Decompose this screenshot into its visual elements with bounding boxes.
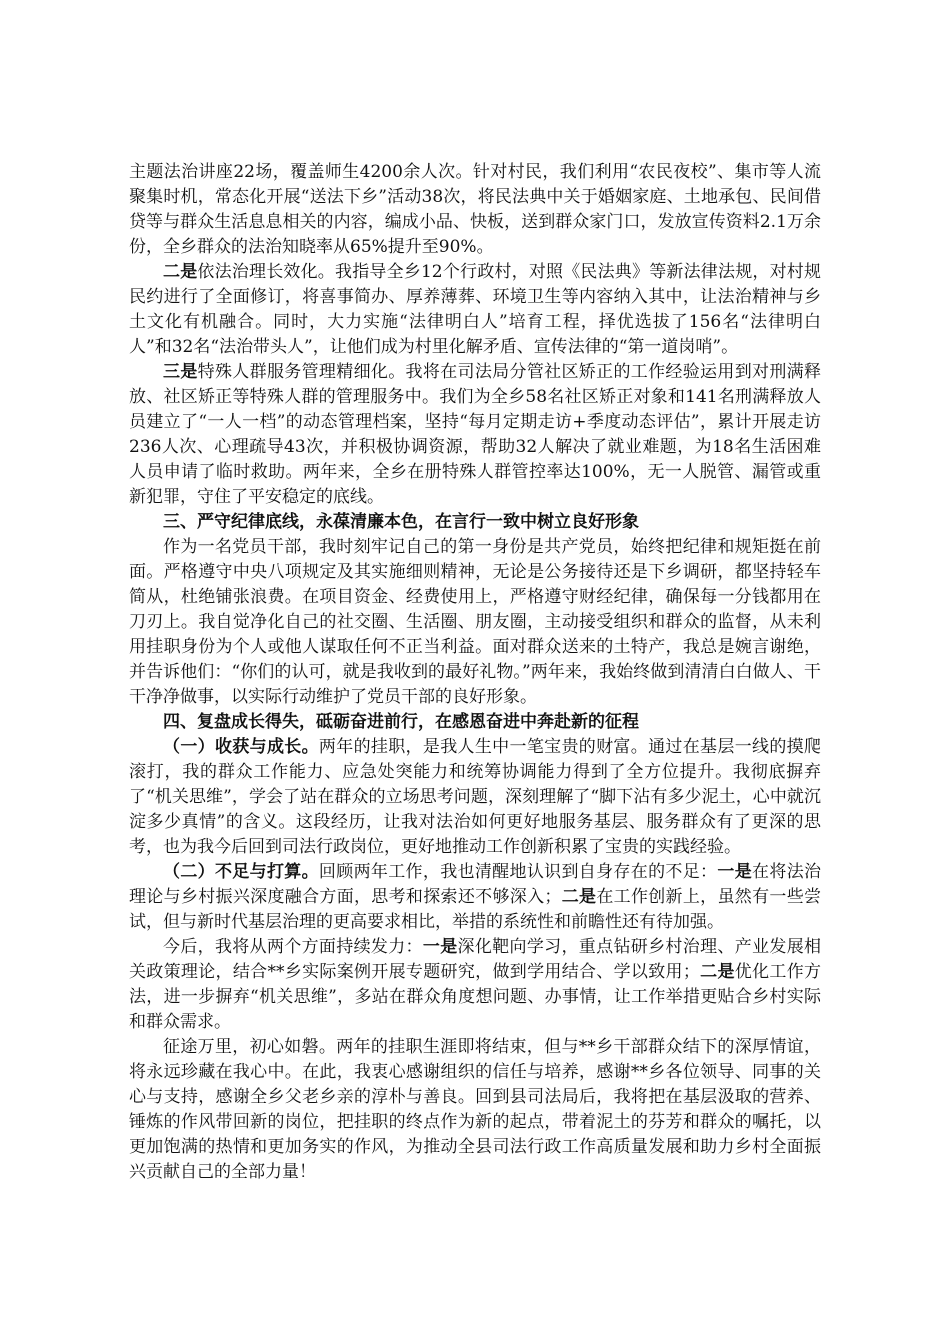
paragraph-lead: （一）收获与成长。	[163, 737, 319, 757]
paragraph-closing	[129, 1035, 821, 1185]
paragraph-text: 在工作创新上，虽然有一些尝试，但与新时代基层治理的更高要求相比，举措的系统性和前瞻性还有待加强。	[129, 887, 822, 932]
paragraph-text: 依法治理长效化。我指导全乡12个行政村，对照《民法典》等新法律法规，对村规民约进行了全面修订，将喜事简办、厚养薄葬、环境卫生等内容纳入其中，让法治精神与乡土文化有机融合。同时，大力实施“法律明白人”培育工程，择优选拔了156名“法律明白人”和32名“法治带头人”，让他们成为村里化解矛盾、宣传法律的“第一道岗哨”。	[129, 262, 821, 357]
point-two-label: 二是	[699, 962, 735, 982]
paragraph-text: 主题法治讲座22场，覆盖师生4200余人次。针对村民，我们利用“农民夜校”、集市等人流聚集时机，常态化开展“送法下乡”活动38次，将民法典中关于婚姻家庭、土地承包、民间借贷等与群众生活息息相关的内容，编成小品、快板，送到群众家门口，发放宣传资料2.1万余份，全乡群众的法治知晓率从65%提升至90%。	[129, 162, 821, 257]
paragraph-text: 深化靶向学习，重点钻研乡村治理、产业发展相关政策理论，结合**乡实际案例开展专题研究，做到学用结合、学以致用；	[129, 937, 822, 982]
paragraph-third-point	[129, 360, 821, 510]
paragraph-text: 征途万里，初心如磐。两年的挂职生涯即将结束，但与**乡干部群众结下的深厚情谊，将永远珍藏在我心中。在此，我衷心感谢组织的信任与培养，感谢**乡各位领导、同事的关心与支持，感谢全乡父老乡亲的淳朴与善良。回到县司法局后，我将把在基层汲取的营养、锤炼的作风带回新的岗位，把挂职的终点作为新的起点，带着泥土的芬芳和群众的嘱托，以更加饱满的热情和更加务实的作风，为推动全县司法行政工作高质量发展和助力乡村全面振兴贡献自己的全部力量！	[129, 1037, 821, 1182]
paragraph-lead: 三是	[163, 362, 198, 382]
section-heading-three: 三、严守纪律底线，永葆清廉本色，在言行一致中树立良好形象	[163, 512, 639, 532]
point-two-label: 二是	[561, 887, 597, 907]
point-one-label: 一是	[717, 862, 753, 882]
paragraph-gains	[129, 735, 821, 860]
paragraph-lead: 二是	[163, 262, 198, 282]
paragraph-text: 今后，我将从两个方面持续发力：	[163, 937, 423, 957]
document-body	[129, 160, 821, 1185]
paragraph-continuation	[129, 160, 821, 260]
paragraph-plans	[129, 935, 821, 1035]
paragraph-text: 两年的挂职，是我人生中一笔宝贵的财富。通过在基层一线的摸爬滚打，我的群众工作能力、应急处突能力和统筹协调能力得到了全方位提升。我彻底摒弃了“机关思维”，学会了站在群众的立场思考问题，深刻理解了“脚下沾有多少泥土，心中就沉淀多少真情”的含义。这段经历，让我对法治如何更好地服务基层、服务群众有了更深的思考，也为我今后回到司法行政岗位，更好地推动工作创新积累了宝贵的实践经验。	[129, 737, 822, 857]
paragraph-text: 回顾两年工作，我也清醒地认识到自身存在的不足：	[318, 862, 718, 882]
paragraph-text: 特殊人群服务管理精细化。我将在司法局分管社区矫正的工作经验运用到对刑满释放、社区矫正等特殊人群的管理服务中。我们为全乡58名社区矫正对象和141名刑满释放人员建立了“一人一档”的动态管理档案，坚持“每月定期走访+季度动态评估”，累计开展走访236人次、心理疏导43次，并积极协调资源，帮助32人解决了就业难题，为18名生活困难人员申请了临时救助。两年来，全乡在册特殊人群管控率达100%，无一人脱管、漏管或重新犯罪，守住了平安稳定的底线。	[129, 362, 822, 507]
paragraph-text: 优化工作方法，进一步摒弃“机关思维”，多站在群众角度想问题、办事情，让工作举措更贴合乡村实际和群众需求。	[129, 962, 822, 1032]
point-one-label: 一是	[422, 937, 458, 957]
paragraph-lead: （二）不足与打算。	[163, 862, 319, 882]
section-heading-four: 四、复盘成长得失，砥砺奋进前行，在感恩奋进中奔赴新的征程	[163, 712, 639, 732]
paragraph-text: 在将法治理论与乡村振兴深度融合方面，思考和探索还不够深入；	[129, 862, 822, 907]
paragraph-second-point	[129, 260, 821, 360]
paragraph-text: 作为一名党员干部，我时刻牢记自己的第一身份是共产党员，始终把纪律和规矩挺在前面。严格遵守中央八项规定及其实施细则精神，无论是公务接待还是下乡调研，都坚持轻车简从，杜绝铺张浪费。在项目资金、经费使用上，严格遵守财经纪律，确保每一分钱都用在刀刃上。我自觉净化自己的社交圈、生活圈、朋友圈，主动接受组织和群众的监督，从未利用挂职身份为个人或他人谋取任何不正当利益。面对群众送来的土特产，我总是婉言谢绝，并告诉他们：“你们的认可，就是我收到的最好礼物。”两年来，我始终做到清清白白做人、干干净净做事，以实际行动维护了党员干部的良好形象。	[129, 537, 821, 707]
paragraph-discipline	[129, 535, 821, 710]
paragraph-shortcomings	[129, 860, 821, 935]
